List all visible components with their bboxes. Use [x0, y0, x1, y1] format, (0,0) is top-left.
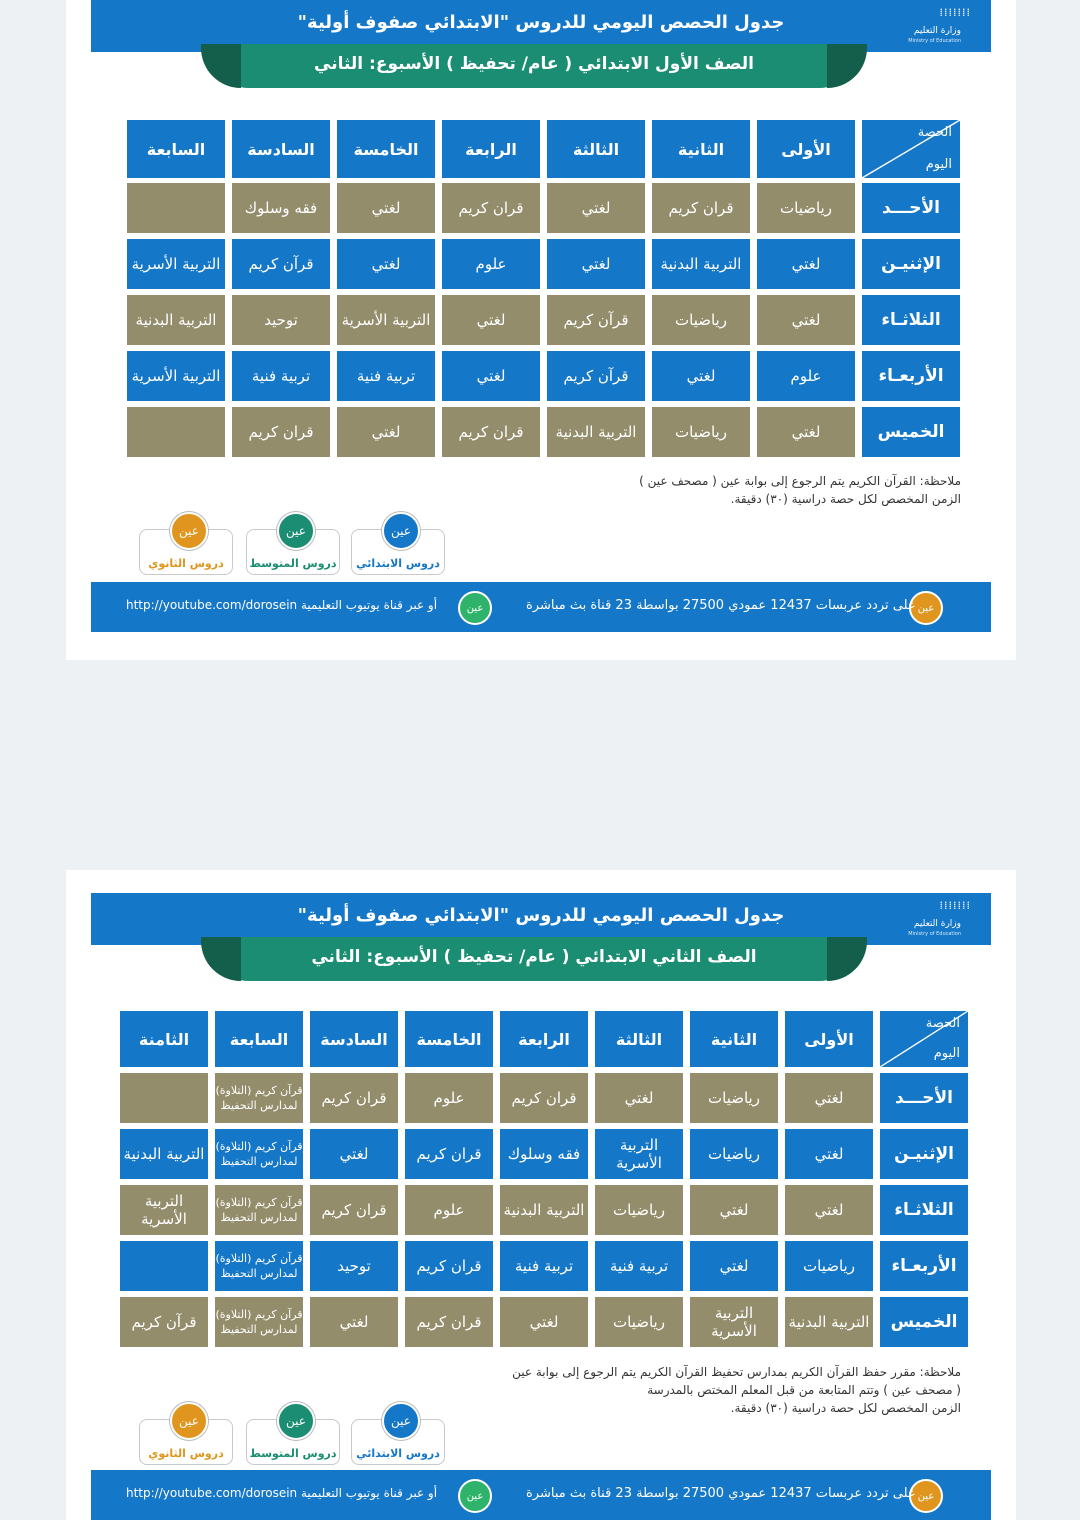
schedule-cell: تربية فنية	[595, 1241, 683, 1291]
ein-logo-icon: عين	[382, 1402, 420, 1440]
schedule-cell: التربية البدنية	[127, 295, 225, 345]
schedule-title: جدول الحصص اليومي للدروس "الابتدائي صفوف أولية"	[297, 12, 785, 33]
schedule-cell: لغتي	[785, 1185, 873, 1235]
day-label: الثلاثـاء	[880, 1185, 968, 1235]
schedule-cell: لغتي	[785, 1129, 873, 1179]
day-label: الأحـــد	[880, 1073, 968, 1123]
day-label: الأربعـاء	[862, 351, 960, 401]
schedule-cell: قران كريم	[232, 407, 330, 457]
schedule-cell: لغتي	[690, 1185, 778, 1235]
schedule-cell: لغتي	[337, 183, 435, 233]
schedule-cell: قران كريم	[405, 1297, 493, 1347]
ein-logo-icon: عين	[277, 512, 315, 550]
schedule-notes	[512, 1363, 961, 1417]
schedule-cell: رياضيات	[785, 1241, 873, 1291]
schedule-cell: رياضيات	[595, 1297, 683, 1347]
corner-header	[880, 1011, 968, 1067]
ministry-name-ar: وزارة التعليم	[913, 919, 961, 929]
schedule-cell: قرآن كريم (التلاوة) لمدارس التحفيظ	[215, 1185, 303, 1235]
corner-diagonal-line	[880, 1011, 968, 1067]
schedule-cell: التربية البدنية	[652, 239, 750, 289]
schedule-cell: لغتي	[595, 1073, 683, 1123]
grade-banner	[209, 937, 859, 981]
schedule-cell	[127, 183, 225, 233]
schedule-cell	[127, 407, 225, 457]
schedule-cell: رياضيات	[690, 1073, 778, 1123]
day-label: الأحـــد	[862, 183, 960, 233]
period-header: الأولى	[757, 120, 855, 178]
schedule-cell: تربية فنية	[337, 351, 435, 401]
schedule-cell: لغتي	[500, 1297, 588, 1347]
period-header: الأولى	[785, 1011, 873, 1067]
schedule-cell: لغتي	[310, 1297, 398, 1347]
stage-link-primary[interactable]	[351, 524, 445, 575]
schedule-cell: قرآن كريم	[232, 239, 330, 289]
satellite-info: على تردد عربسات 12437 عمودي 27500 بواسطة 23 قناة بث مباشرة	[526, 1486, 916, 1501]
schedule-cell: فقه وسلوك	[232, 183, 330, 233]
schedule-cell: التربية الأسرية	[690, 1297, 778, 1347]
schedule-cell: قرآن كريم (التلاوة) لمدارس التحفيظ	[215, 1073, 303, 1123]
satellite-ein-icon: عين	[909, 591, 943, 625]
stage-link-intermediate[interactable]	[246, 1414, 340, 1465]
period-header: الثالثة	[547, 120, 645, 178]
schedule-cell: التربية البدنية	[547, 407, 645, 457]
corner-diagonal-line	[862, 120, 960, 178]
day-label: الإثنيـن	[880, 1129, 968, 1179]
schedule-cell: لغتي	[442, 351, 540, 401]
schedule-cell: رياضيات	[757, 183, 855, 233]
schedule-cell: قران كريم	[405, 1129, 493, 1179]
stage-label: دروس الابتدائي	[356, 1447, 440, 1460]
day-label: الثلاثـاء	[862, 295, 960, 345]
period-header: الخامسة	[337, 120, 435, 178]
youtube-link[interactable]: أو عبر قناة يوتيوب التعليمية http://youtube.com/dorosein	[126, 1486, 438, 1500]
period-header: الخامسة	[405, 1011, 493, 1067]
ein-logo-icon: عين	[170, 1402, 208, 1440]
day-label: الأربعـاء	[880, 1241, 968, 1291]
schedule-grade-2	[91, 893, 991, 1520]
ministry-logo-icon: ⁞⁞⁞⁞⁞⁞⁞	[939, 899, 971, 912]
schedule-cell: لغتي	[757, 295, 855, 345]
satellite-info: على تردد عربسات 12437 عمودي 27500 بواسطة 23 قناة بث مباشرة	[526, 598, 916, 613]
day-label: الخميس	[880, 1297, 968, 1347]
schedule-cell: قران كريم	[652, 183, 750, 233]
note-line: الزمن المخصص لكل حصة دراسية (٣٠) دقيقة.	[730, 492, 961, 506]
schedule-cell: قران كريم	[442, 407, 540, 457]
period-header: الثالثة	[595, 1011, 683, 1067]
schedule-cell: التربية الأسرية	[127, 351, 225, 401]
period-header: الرابعة	[442, 120, 540, 178]
schedule-cell: علوم	[757, 351, 855, 401]
schedule-cell: علوم	[405, 1073, 493, 1123]
period-header: الثانية	[690, 1011, 778, 1067]
period-header: الثامنة	[120, 1011, 208, 1067]
stage-label: دروس الثانوي	[148, 557, 224, 570]
stage-link-secondary[interactable]	[139, 1414, 233, 1465]
corner-day-label: اليوم	[925, 157, 952, 172]
stage-link-intermediate[interactable]	[246, 524, 340, 575]
ministry-logo-icon: ⁞⁞⁞⁞⁞⁞⁞	[939, 6, 971, 19]
note-line: ملاحظة: مقرر حفظ القرآن الكريم بمدارس تحفيظ القرآن الكريم يتم الرجوع إلى بوابة عين	[512, 1365, 961, 1379]
schedule-cell: قران كريم	[500, 1073, 588, 1123]
grade-subtitle: الصف الأول الابتدائي ( عام/ تحفيظ ) الأسبوع: الثاني	[314, 54, 754, 74]
day-label: الخميس	[862, 407, 960, 457]
schedule-cell: رياضيات	[652, 407, 750, 457]
schedule-cell: قرآن كريم (التلاوة) لمدارس التحفيظ	[215, 1129, 303, 1179]
youtube-ein-icon: عين	[458, 1479, 492, 1513]
ein-logo-icon: عين	[382, 512, 420, 550]
corner-period-label: الحصة	[925, 1016, 960, 1031]
schedule-cell: قرآن كريم (التلاوة) لمدارس التحفيظ	[215, 1297, 303, 1347]
schedule-cell: قران كريم	[310, 1185, 398, 1235]
stage-link-primary[interactable]	[351, 1414, 445, 1465]
schedule-cell: لغتي	[547, 183, 645, 233]
schedule-cell: علوم	[405, 1185, 493, 1235]
schedule-notes	[639, 472, 961, 508]
note-line: ملاحظة: القرآن الكريم يتم الرجوع إلى بوابة عين ( مصحف عين )	[639, 474, 961, 488]
note-line: الزمن المخصص لكل حصة دراسية (٣٠) دقيقة.	[730, 1401, 961, 1415]
schedule-cell: فقه وسلوك	[500, 1129, 588, 1179]
schedule-cell: تربية فنية	[500, 1241, 588, 1291]
schedule-cell: التربية الأسرية	[595, 1129, 683, 1179]
schedule-title: جدول الحصص اليومي للدروس "الابتدائي صفوف أولية"	[297, 905, 785, 926]
schedule-cell: قرآن كريم	[120, 1297, 208, 1347]
schedule-cell: قران كريم	[405, 1241, 493, 1291]
period-header: الثانية	[652, 120, 750, 178]
schedule-cell: لغتي	[310, 1129, 398, 1179]
youtube-ein-icon: عين	[458, 591, 492, 625]
footer-bar	[91, 1470, 991, 1520]
schedule-cell: قران كريم	[310, 1073, 398, 1123]
schedule-cell: علوم	[442, 239, 540, 289]
schedule-cell: لغتي	[442, 295, 540, 345]
footer-bar	[91, 582, 991, 632]
schedule-cell: توحيد	[310, 1241, 398, 1291]
stage-label: دروس المتوسط	[249, 557, 337, 570]
schedule-cell: قرآن كريم (التلاوة) لمدارس التحفيظ	[215, 1241, 303, 1291]
schedule-cell: توحيد	[232, 295, 330, 345]
schedule-cell: لغتي	[690, 1241, 778, 1291]
schedule-cell: رياضيات	[595, 1185, 683, 1235]
stage-label: دروس المتوسط	[249, 1447, 337, 1460]
schedule-cell	[120, 1073, 208, 1123]
ein-logo-icon: عين	[170, 512, 208, 550]
corner-header	[862, 120, 960, 178]
schedule-grade-1	[91, 0, 991, 632]
ministry-name-ar: وزارة التعليم	[913, 26, 961, 36]
stage-label: دروس الابتدائي	[356, 557, 440, 570]
corner-day-label: اليوم	[933, 1046, 960, 1061]
period-header: السابعة	[215, 1011, 303, 1067]
grade-subtitle: الصف الثاني الابتدائي ( عام/ تحفيظ ) الأسبوع: الثاني	[311, 947, 757, 967]
schedule-cell: لغتي	[652, 351, 750, 401]
schedule-cell: رياضيات	[652, 295, 750, 345]
schedule-cell: قرآن كريم	[547, 351, 645, 401]
ministry-logo	[906, 901, 981, 941]
schedule-cell: التربية البدنية	[500, 1185, 588, 1235]
schedule-cell: التربية البدنية	[120, 1129, 208, 1179]
period-header: السادسة	[232, 120, 330, 178]
schedule-cell	[120, 1241, 208, 1291]
youtube-link[interactable]: أو عبر قناة يوتيوب التعليمية http://youtube.com/dorosein	[126, 598, 438, 612]
satellite-ein-icon: عين	[909, 1479, 943, 1513]
schedule-cell: التربية الأسرية	[337, 295, 435, 345]
schedule-cell: التربية الأسرية	[127, 239, 225, 289]
ministry-name-en: Ministry of Education	[908, 38, 961, 44]
period-header: الرابعة	[500, 1011, 588, 1067]
schedule-cell: التربية البدنية	[785, 1297, 873, 1347]
schedule-cell: تربية فنية	[232, 351, 330, 401]
ministry-logo	[906, 8, 981, 48]
schedule-cell: لغتي	[337, 239, 435, 289]
schedule-cell: التربية الأسرية	[120, 1185, 208, 1235]
period-header: السادسة	[310, 1011, 398, 1067]
schedule-cell: لغتي	[785, 1073, 873, 1123]
schedule-cell: قران كريم	[442, 183, 540, 233]
schedule-cell: لغتي	[337, 407, 435, 457]
ministry-name-en: Ministry of Education	[908, 931, 961, 937]
stage-label: دروس الثانوي	[148, 1447, 224, 1460]
period-header: السابعة	[127, 120, 225, 178]
schedule-cell: قرآن كريم	[547, 295, 645, 345]
stage-link-secondary[interactable]	[139, 524, 233, 575]
schedule-cell: رياضيات	[690, 1129, 778, 1179]
grade-banner	[209, 44, 859, 88]
ein-logo-icon: عين	[277, 1402, 315, 1440]
schedule-cell: لغتي	[757, 239, 855, 289]
note-line: ( مصحف عين ) وتتم المتابعة من قبل المعلم المختص بالمدرسة	[647, 1383, 961, 1397]
day-label: الإثنيـن	[862, 239, 960, 289]
corner-period-label: الحصة	[917, 125, 952, 140]
schedule-cell: لغتي	[757, 407, 855, 457]
schedule-cell: لغتي	[547, 239, 645, 289]
